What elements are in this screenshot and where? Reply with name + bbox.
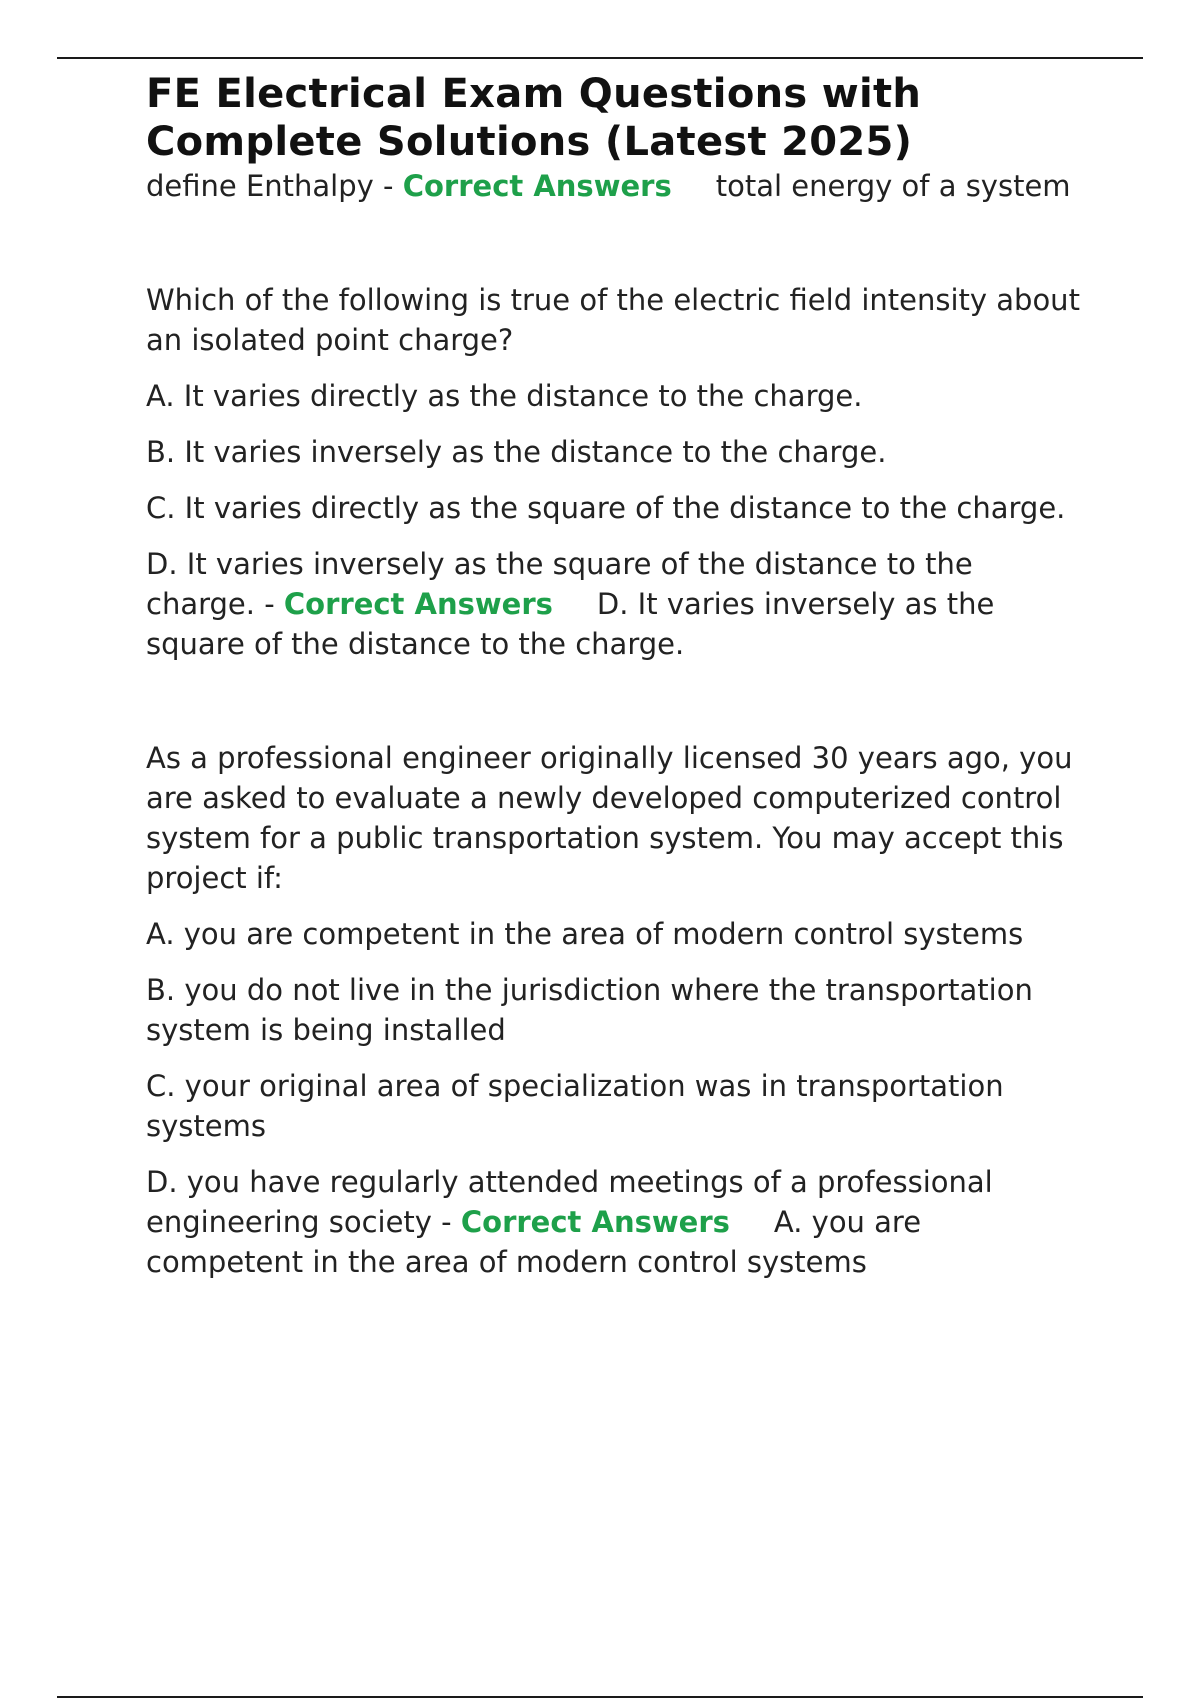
question-3-option-a: A. you are competent in the area of modern control systems	[146, 917, 1024, 951]
question-2-option-d-line	[146, 544, 1086, 664]
question-3-answer: A. you are competent in the area of modern control systems	[146, 1205, 922, 1279]
question-2-option-d: D. It varies inversely as the square of the distance to the charge. -	[146, 547, 973, 621]
question-3-option-c: C. your original area of specialization was in transportation systems	[146, 1069, 1004, 1143]
question-2-answer: D. It varies inversely as the square of the distance to the charge.	[146, 587, 995, 661]
correct-answers-label: Correct Answers	[460, 1205, 730, 1239]
question-1	[146, 166, 1086, 206]
question-2	[146, 280, 1086, 664]
page-title: FE Electrical Exam Questions with Complete Solutions (Latest 2025)	[146, 71, 922, 165]
question-3-option-d-line	[146, 1162, 1086, 1282]
question-3-option-d: D. you have regularly attended meetings of a professional engineering society -	[146, 1165, 993, 1239]
question-2-option-b: B. It varies inversely as the distance to the charge.	[146, 435, 887, 469]
question-3	[146, 738, 1086, 1282]
bottom-rule	[57, 1696, 1143, 1698]
question-1-answer: total energy of a system	[715, 169, 1071, 203]
top-rule	[57, 57, 1143, 59]
document-body	[146, 70, 1086, 1282]
question-2-option-a: A. It varies directly as the distance to the charge.	[146, 379, 863, 413]
question-1-line	[146, 166, 1086, 206]
correct-answers-label: Correct Answers	[283, 587, 553, 621]
question-1-stem: define Enthalpy -	[146, 169, 403, 203]
correct-answers-label: Correct Answers	[402, 169, 672, 203]
question-3-stem: As a professional engineer originally licensed 30 years ago, you are asked to evaluate a newly developed computerized control system for a public transportation system. You may accept this project if:	[146, 741, 1073, 895]
question-2-stem: Which of the following is true of the electric field intensity about an isolated point charge?	[146, 283, 1080, 357]
question-3-option-b: B. you do not live in the jurisdiction where the transportation system is being installed	[146, 973, 1033, 1047]
question-2-option-c: C. It varies directly as the square of the distance to the charge.	[146, 491, 1066, 525]
